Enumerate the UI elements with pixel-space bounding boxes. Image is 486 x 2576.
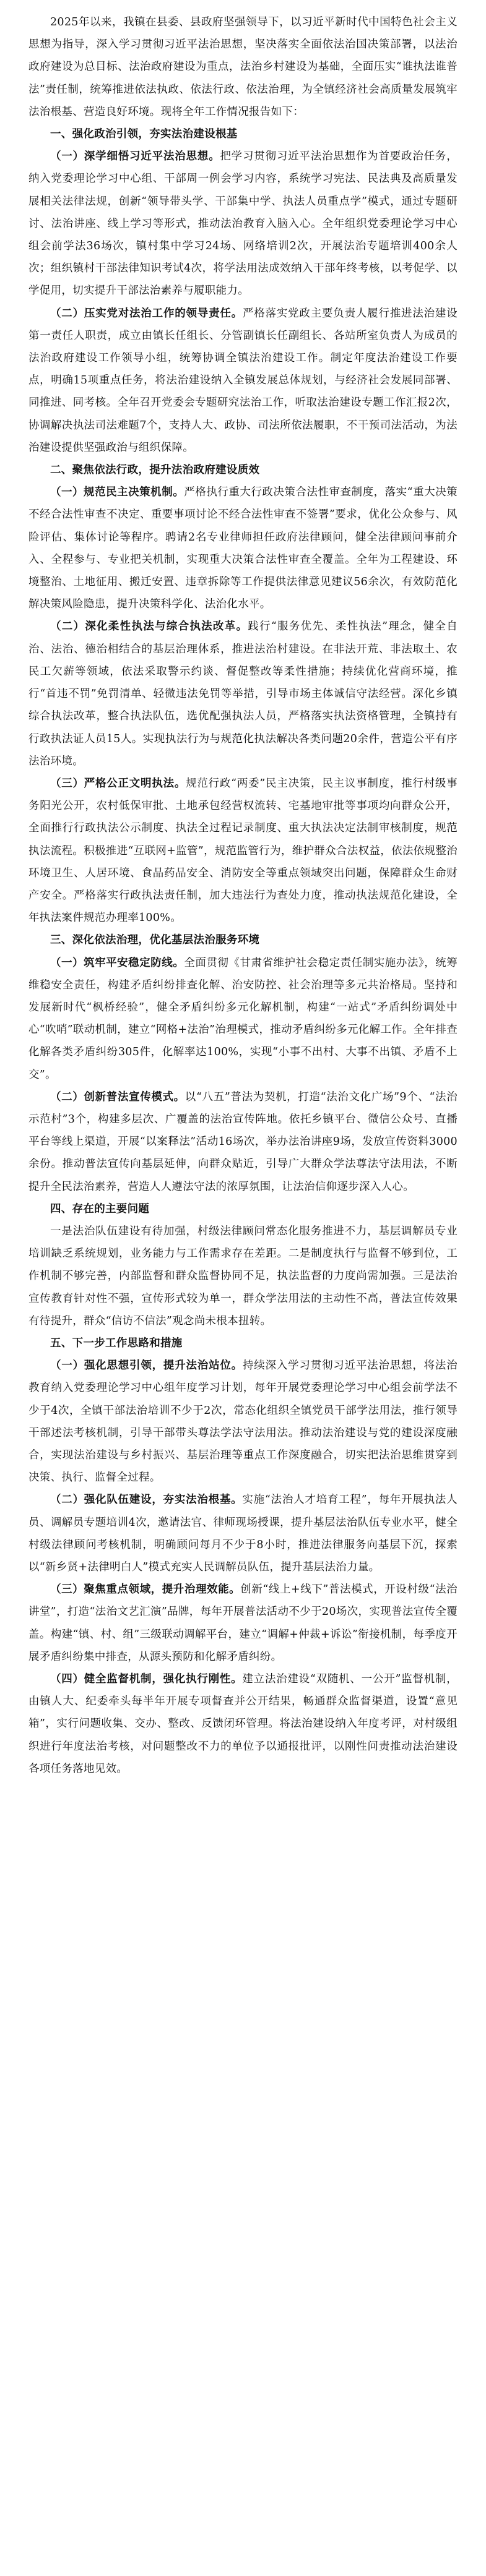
paragraph-body: 建立法治建设“双随机、一公开”监督机制，由镇人大、纪委牵头每半年开展专项督查并公开结果，畅通群众监督渠道，设置“意见箱”，实行问题收集、交办、整改、反馈闭环管理。将法治建设纳入年度考评，对村级组织进行年度法治考核，对问题整改不力的单位予以通报批评，以刚性问责推动法治建设各项任务落地见效。	[28, 1673, 458, 1775]
paragraph-lead: （三）聚焦重点领域，提升治理效能。	[50, 1583, 241, 1596]
paragraph-body: 严格执行重大行政决策合法性审查制度，落实“重大决策不经合法性审查不决定、重要事项讨论不经合法性审查不签署”要求，优化公众参与、风险评估、集体讨论等程序。聘请2名专业律师担任政府法律顾问，健全法律顾问事前介入、全程参与、专业把关机制，实现重大决策合法性审查全覆盖。全年为工程建设、环境整治、土地征用、搬迁安置、违章拆除等工作提供法律意见建议56余次，有效防范化解决策风险隐患，提升决策科学化、法治化水平。	[28, 486, 458, 611]
paragraph-lead: （一）规范民主决策机制。	[50, 486, 184, 499]
paragraph-2-1	[28, 481, 458, 615]
intro-paragraph: 2025年以来，我镇在县委、县政府坚强领导下，以习近平新时代中国特色社会主义思想为指导，深入学习贯彻习近平法治思想，坚决落实全面依法治国决策部署，以法治政府建设为总目标、法治政府建设为重点，法治乡村建设为基础，全面压实“谁执法谁普法”责任制，统筹推进依法执政、依法行政、依法治理，为全镇经济社会高质量发展筑牢法治根基、营造良好环境。现将全年工作情况报告如下：	[28, 16, 458, 118]
section-heading-3: 三、深化依法治理，优化基层法治服务环境	[50, 934, 260, 947]
paragraph-lead: （二）创新普法宣传模式。	[50, 1090, 185, 1103]
paragraph-body: 持续深入学习贯彻习近平法治思想，将法治教育纳入党委理论学习中心组年度学习计划，每年开展党委理论学习中心组会前学法不少于4次，全镇干部法治培训不少于2次，常态化组织全镇党员干部学法用法，推行领导干部述法考核机制，引导干部带头尊法学法守法用法。推动法治建设与党的建设深度融合，实现法治建设与乡村振兴、基层治理等重点工作深度融合，切实把法治思维贯穿到决策、执行、监督全过程。	[28, 1359, 458, 1484]
paragraph-3-2	[28, 1086, 458, 1198]
paragraph-body: 全面贯彻《甘肃省维护社会稳定责任制实施办法》，统筹维稳安全责任，构建矛盾纠纷排查化解、治安防控、社会治理等多元共治格局。坚持和发展新时代“枫桥经验”，健全矛盾纠纷多元化解机制，构建“一站式”矛盾纠纷调处中心“吹哨”联动机制，建立“网格+法治”治理模式，推动矛盾纠纷多元化解工作。全年排查化解各类矛盾纠纷305件，化解率达100%，实现“小事不出村、大事不出镇、矛盾不上交”。	[28, 956, 458, 1081]
paragraph-lead: （二）压实党对法治工作的领导责任。	[50, 307, 243, 320]
paragraph-3-1	[28, 952, 458, 1086]
paragraph-5-2	[28, 1489, 458, 1578]
paragraph-body: 规范行政“两委”民主决策，民主议事制度，推行村级事务阳光公开，农村低保审批、土地承包经营权流转、宅基地审批等事项均向群众公开，全面推行行政执法公示制度、执法全过程记录制度、重大执法决定法制审核制度，规范执法流程。积极推进“互联网+监管”，规范监管行为，维护群众合法权益，依法依规整治环境卫生、人居环境、食品药品安全、消防安全等重点领域突出问题，保障群众生命财产安全。严格落实行政执法责任制，加大违法行为查处力度，推动执法规范化建设，全年执法案件规范办理率100%。	[28, 777, 458, 925]
paragraph-lead: （一）强化思想引领，提升法治站位。	[50, 1359, 243, 1372]
paragraph-lead: （一）筑牢平安稳定防线。	[50, 956, 184, 969]
paragraph-lead: （二）强化队伍建设，夯实法治根基。	[50, 1494, 243, 1507]
paragraph-body: 创新“线上+线下”普法模式，开设村级“法治讲堂”，打造“法治文艺汇演”品牌，每年开展普法活动不少于20场次，实现普法宣传全覆盖。构建“镇、村、组”三级联动调解平台，建立“调解+仲裁+诉讼”衔接机制，每季度开展矛盾纠纷集中排查，从源头预防和化解矛盾纠纷。	[28, 1583, 458, 1663]
paragraph-lead: （一）深学细悟习近平法治思想。	[50, 150, 220, 163]
paragraph-body: 实施“法治人才培育工程”，每年开展执法人员、调解员专题培训4次，邀请法官、律师现场授课，提升基层法治队伍专业水平，健全村级法律顾问考核机制，明确顾问每月不少于8小时，推进法律服务向基层下沉，探索以“新乡贤+法律明白人”模式充实人民调解员队伍，提升基层法治力量。	[28, 1494, 458, 1574]
paragraph-5-3	[28, 1578, 458, 1668]
section-heading-1: 一、强化政治引领，夯实法治建设根基	[50, 128, 238, 141]
paragraph-5-1	[28, 1354, 458, 1489]
section-heading-4: 四、存在的主要问题	[50, 1202, 150, 1215]
paragraph-lead: （二）深化柔性执法与综合执法改革。	[50, 620, 248, 633]
paragraph-body: 把学习贯彻习近平法治思想作为首要政治任务，纳入党委理论学习中心组、干部周一例会学习内容，系统学习宪法、民法典及高质量发展相关法律法规，创新“领导带头学、干部集中学、执法人员重点学”模式，通过专题研讨、法治讲座、线上学习等形式，推动法治教育入脑入心。全年组织党委理论学习中心组会前学法36场次，镇村集中学习24场、网络培训2次，开展法治专题培训400余人次；组织镇村干部法律知识考试4次，将学法用法成效纳入干部年终考核，以考促学、以学促用，切实提升干部法治素养与履职能力。	[28, 150, 458, 297]
paragraph-4: 一是法治队伍建设有待加强，村级法律顾问常态化服务推进不力，基层调解员专业培训缺乏系统规划，业务能力与工作需求存在差距。二是制度执行与监督不够到位，工作机制不够完善，内部监督和群众监督协同不足，执法监督的力度尚需加强。三是法治宣传教育针对性不强，宣传形式较为单一，群众学法用法的主动性不高，普法宣传效果有待提升，群众“信访不信法”观念尚未根本扭转。	[28, 1225, 458, 1327]
section-heading-2: 二、聚焦依法行政，提升法治政府建设质效	[50, 464, 260, 477]
paragraph-2-3	[28, 772, 458, 929]
section-heading-5: 五、下一步工作思路和措施	[50, 1337, 183, 1350]
paragraph-body: 践行“服务优先、柔性执法”理念，健全自治、法治、德治相结合的基层治理体系，推进法治村建设。在非法开荒、非法取土、农民工欠薪等领域，依法采取警示约谈、督促整改等柔性措施；持续优化营商环境，推行“首违不罚”免罚清单、轻微违法免罚等举措，引导市场主体诚信守法经营。深化乡镇综合执法改革，整合执法队伍，选优配强执法人员，严格落实执法资格管理，全镇持有行政执法证人员15人。实现执法行为与规范化执法解决各类问题20余件，营造公平有序法治环境。	[28, 620, 458, 768]
paragraph-lead: （四）健全监督机制，强化执行刚性。	[50, 1673, 243, 1686]
paragraph-2-2	[28, 615, 458, 772]
paragraph-5-4	[28, 1668, 458, 1780]
paragraph-1-1	[28, 145, 458, 302]
paragraph-body: 以“八五”普法为契机，打造“法治文化广场”9个、“法治示范村”3个，构建多层次、广覆盖的法治宣传阵地。依托乡镇平台、微信公众号、直播平台等线上渠道，开展“以案释法”活动16场次，举办法治讲座9场，发放宣传资料3000余份。推动普法宣传向基层延伸，向群众贴近，引导广大群众学法尊法守法用法，不断提升全民法治素养，营造人人遵法守法的浓厚氛围，让法治信仰逐步深入人心。	[28, 1090, 458, 1193]
paragraph-1-2	[28, 302, 458, 459]
paragraph-body: 严格落实党政主要负责人履行推进法治建设第一责任人职责，成立由镇长任组长、分管副镇长任副组长、各站所室负责人为成员的法治政府建设工作领导小组，统筹协调全镇法治建设工作。制定年度法治建设工作要点，明确15项重点任务，将法治建设纳入全镇发展总体规划，与经济社会发展同部署、同推进、同考核。全年召开党委会专题研究法治工作，听取法治建设专题工作汇报2次，协调解决执法司法难题7个，支持人大、政协、司法所依法履职，不干预司法活动，为法治建设提供坚强政治与组织保障。	[28, 307, 458, 454]
paragraph-lead: （三）严格公正文明执法。	[50, 777, 186, 790]
